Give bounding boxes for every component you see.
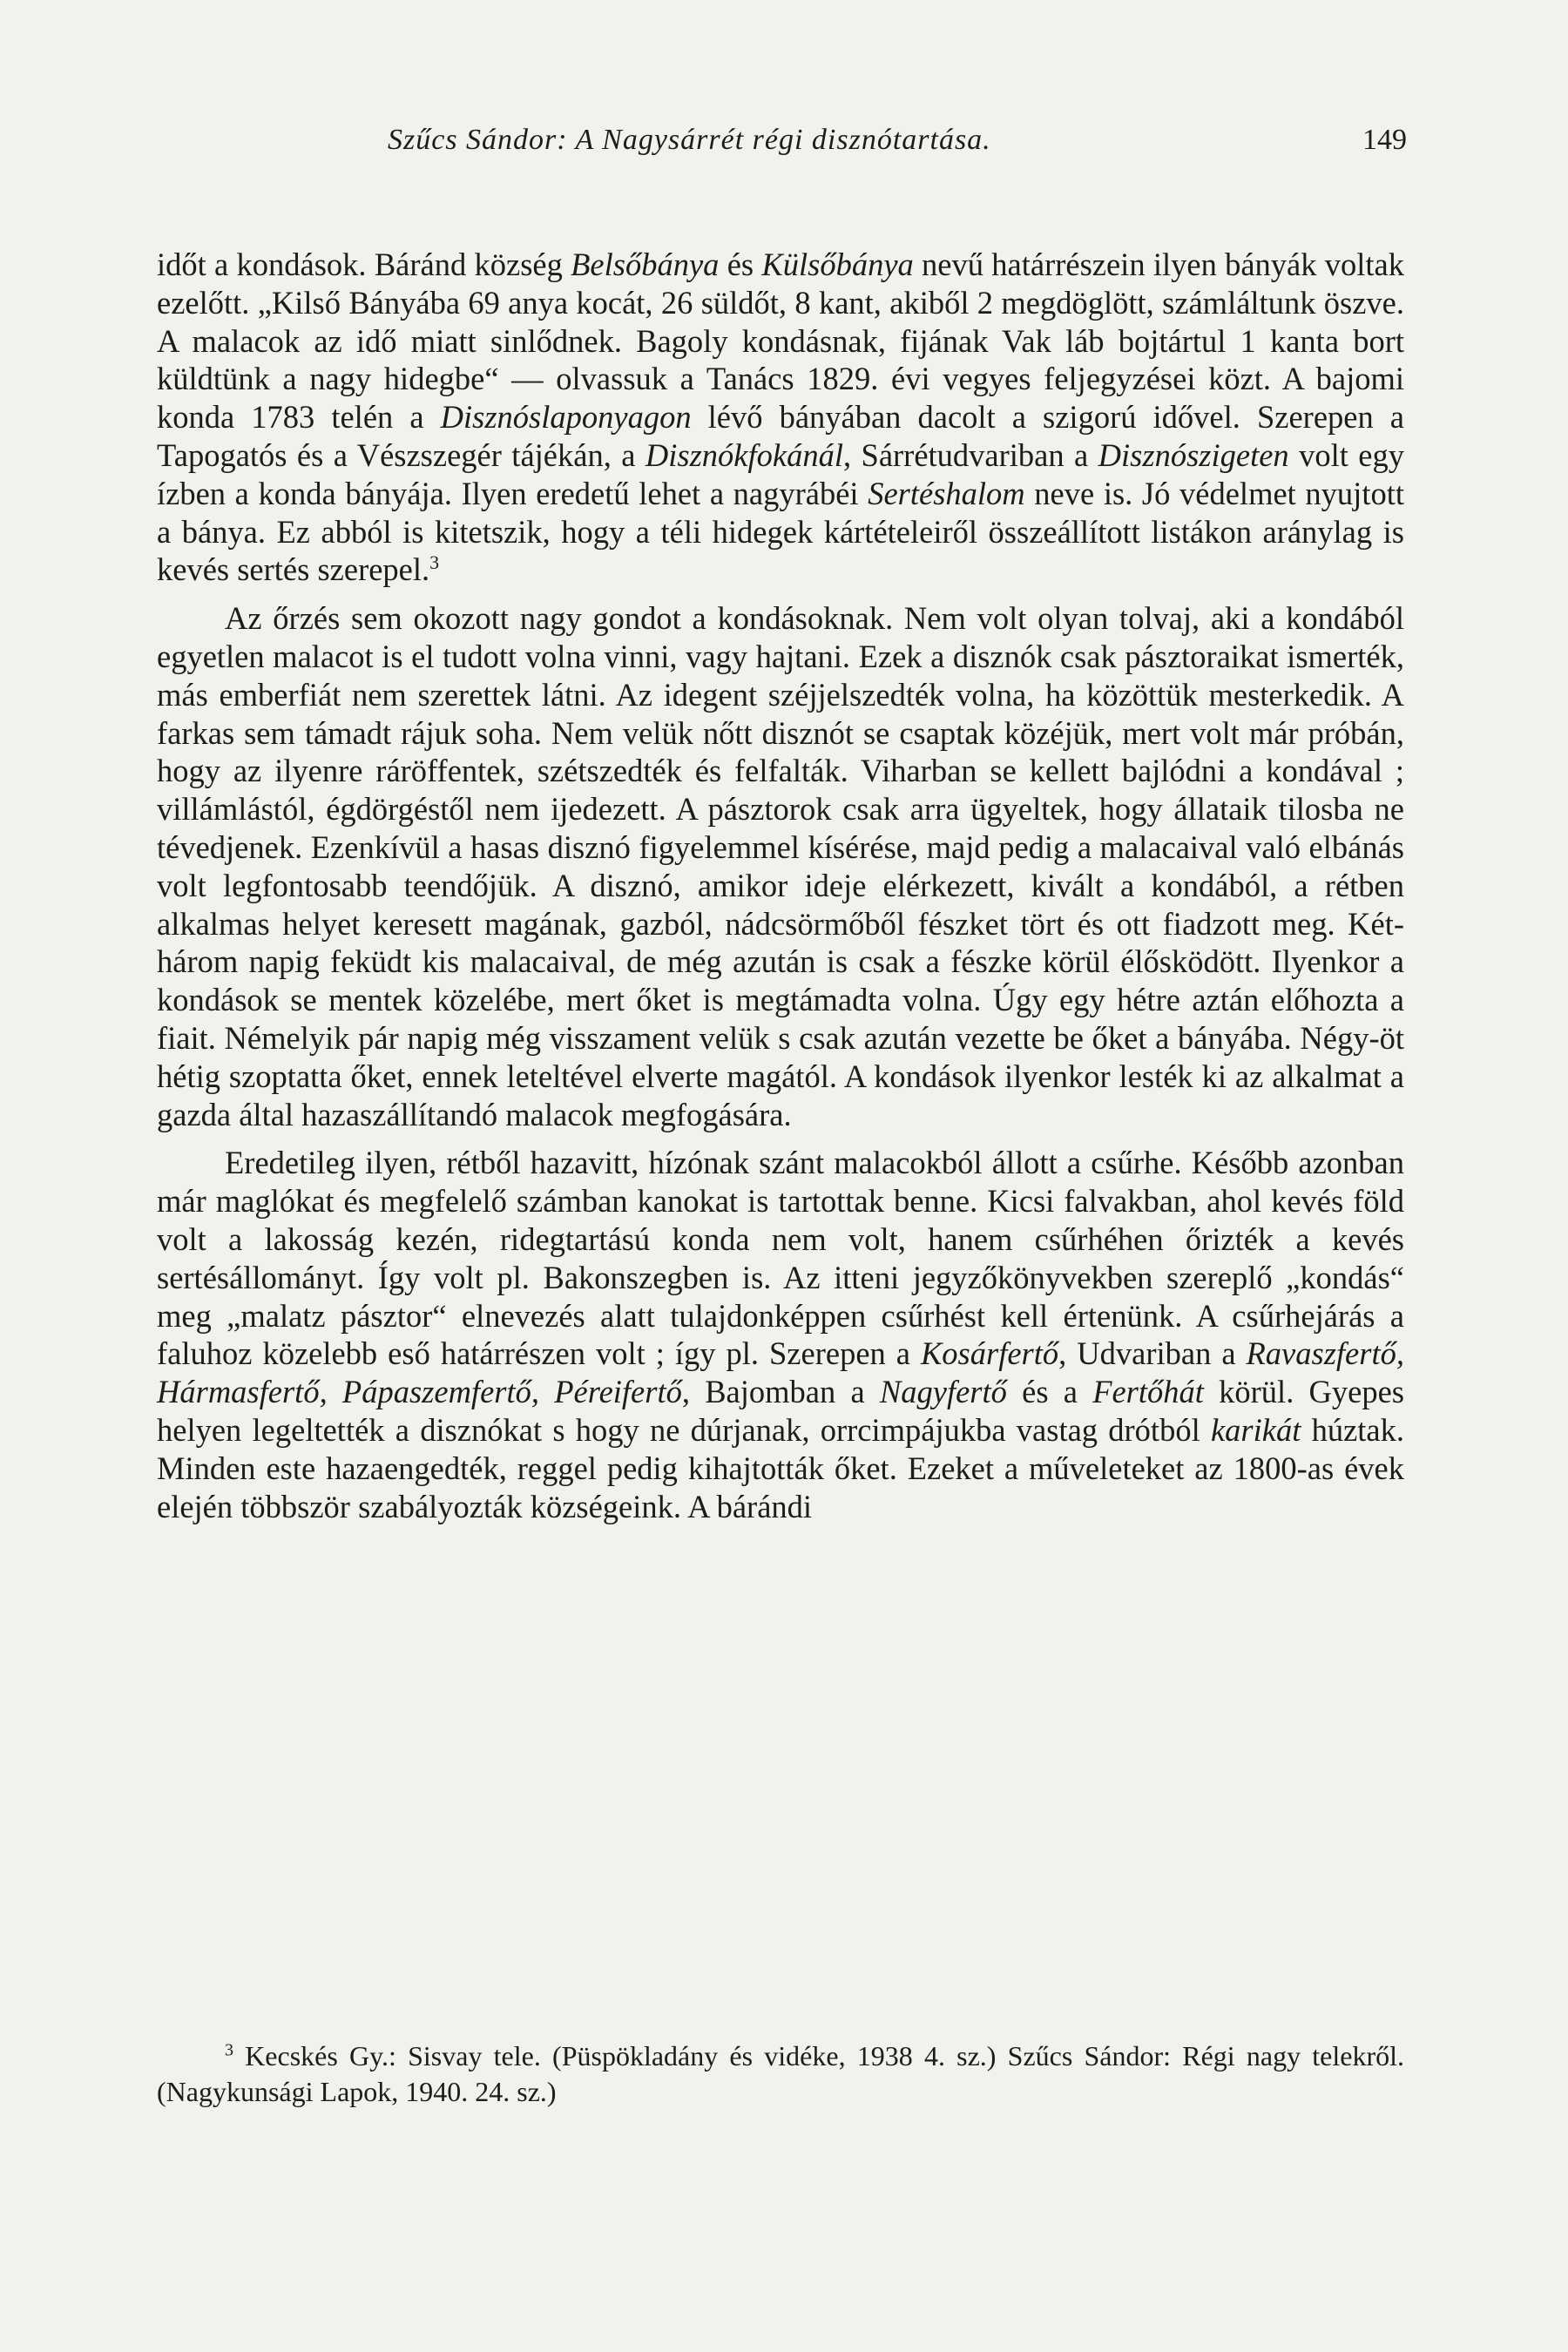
text-segment: húztak. Minden este hazaengedték, reggel pedig kihajtották őket. Ezeket a műveleteket az 1800-as évek elején többször szabályozták községeink. A bárándi [157, 1411, 1404, 1524]
text-segment: időt a kondások. Báránd község [157, 247, 571, 282]
text-segment: volt egy ízben a konda bányája. Ilyen eredetű lehet a nagyrábéi [157, 436, 1405, 511]
text-segment: , Sárrétudvariban a [842, 436, 1098, 473]
page-number: 149 [1362, 124, 1407, 156]
text-segment: , Bajomban a [681, 1374, 880, 1410]
text-segment: Eredetileg ilyen, rétből hazavitt, hízónak szánt malacokból állott a csűrhe. Később azonban már maglókat és megfelelő számban kanokat is tartottak benne. Kicsi falvakban, ahol kevés föld volt a lakosság kezén, ridegtartású konda nem volt, hanem csűrhéhen őrizték a kevés sertésállományt. Így volt pl. Bakonszegben is. Az itteni jegyzőkönyvekben szereplő „kondás“ meg „malatz pásztor“ elnevezés alatt tulajdonképpen csűrhést kell értenünk. A csűrhejárás a faluhoz közelebb eső határrészen volt ; így pl. Szerepen a [157, 1145, 1404, 1372]
italic-place-name: Disznószigeten [1098, 436, 1289, 473]
running-title: Szűcs Sándor: A Nagysárrét régi disznótartása. [388, 124, 991, 156]
italic-place-name: Külsőbánya [761, 247, 914, 282]
italic-place-name: Disznóslaponyagon [440, 399, 692, 436]
paragraph [157, 599, 1404, 1133]
running-head [157, 124, 1407, 159]
italic-place-name: Ravaszfertő, Hármasfertő, Pápaszemfertő, Péreifertő [157, 1335, 1404, 1410]
italic-place-name: Sertéshalom [868, 475, 1025, 511]
text-segment: körül. Gyepes helyen legeltették a disznókat s hogy ne dúrjanak, orrcimpájukba vastag drótból [157, 1374, 1405, 1448]
italic-place-name: karikát [1210, 1411, 1301, 1448]
text-segment: lévő bányában dacolt a szigorú idővel. Szerepen a Tapogatós és a Vészszegér tájékán, a [157, 399, 1404, 473]
text-segment: Az őrzés sem okozott nagy gondot a kondásoknak. Nem volt olyan tolvaj, aki a kondából egyetlen malacot is el tudott volna vinni, vagy hajtani. Ezek a disznók csak pásztoraikat ismerték, más emberfiát nem szerettek látni. Az idegent széjjelszedték volna, ha közöttük mesterkedik. A farkas sem támadt rájuk soha. Nem velük nőtt disznót se csaptak közéjük, mert volt már próbán, hogy az ilyenre ráröffentek, szétszedték és felfalták. Viharban se kellett bajlódni a kondával ; villámlástól, égdörgéstől nem ijedezett. A pásztorok csak arra ügyeltek, hogy állataik tilosba ne tévedjenek. Ezenkívül a hasas disznó figyelemmel kísérése, majd pedig a malacaival való elbánás volt legfontosabb teendőjük. A disznó, amikor ideje elérkezett, kivált a kondából, a rétben alkalmas helyet keresett magának, gazból, nádcsörmőből fészket tört és ott fiadzott meg. Két-három napig feküdt kis malacaival, de még azután is csak a fészke körül élősködött. Ilyenkor a kondások se mentek közelébe, mert őket is megtámadta volna. Úgy egy hétre aztán előhozta a fiait. Némelyik pár napig még visszament velük s csak azután vezette be őket a bányába. Négy-öt hétig szoptatta őket, ennek leteltével elverte magától. A kondások ilyenkor lesték ki az alkalmat a gazda által hazaszállítandó malacok megfogására. [157, 600, 1404, 1132]
footnote-text: Kecskés Gy.: Sisvay tele. (Püspökladány és vidéke, 1938 4. sz.) Szűcs Sándor: Régi nagy telekről. (Nagykunsági Lapok, 1940. 24. sz.) [157, 2040, 1404, 2107]
footnote-marker: 3 [225, 2040, 233, 2060]
body-text [157, 246, 1404, 1525]
italic-place-name: Disznókfokánál [645, 436, 843, 473]
italic-place-name: Nagyfertő [879, 1374, 1007, 1410]
text-segment: és a [1006, 1374, 1093, 1410]
text-segment: nevű határrészein ilyen bányák voltak ezelőtt. „Kilső Bányába 69 anya kocát, 26 süldőt, 8 kant, akiből 2 megdöglött, számláltunk öszve. A malacok az idő miatt sinlődnek. Bagoly kondásnak, fijának Vak láb bojtártul 1 kanta bort küldtünk a nagy hidegbe“ — olvassuk a Tanács 1829. évi vegyes feljegyzései közt. A bajomi konda 1783 telén a [157, 247, 1404, 436]
text-segment: neve is. Jó védelmet nyujtott a bánya. Ez abból is kitetszik, hogy a téli hidegek kártételeiről összeállított listákon aránylag is kevés sertés szerepel. [157, 475, 1404, 588]
italic-place-name: Kosárfertő [920, 1335, 1059, 1372]
footnote [157, 2038, 1404, 2110]
footnote-reference: 3 [429, 551, 440, 574]
italic-place-name: Fertőhát [1092, 1374, 1204, 1410]
paragraph [157, 246, 1404, 589]
italic-place-name: Belsőbánya [571, 247, 720, 282]
text-segment: , Udvariban a [1058, 1335, 1247, 1372]
text-segment: és [719, 247, 762, 282]
paragraph [157, 1144, 1404, 1525]
